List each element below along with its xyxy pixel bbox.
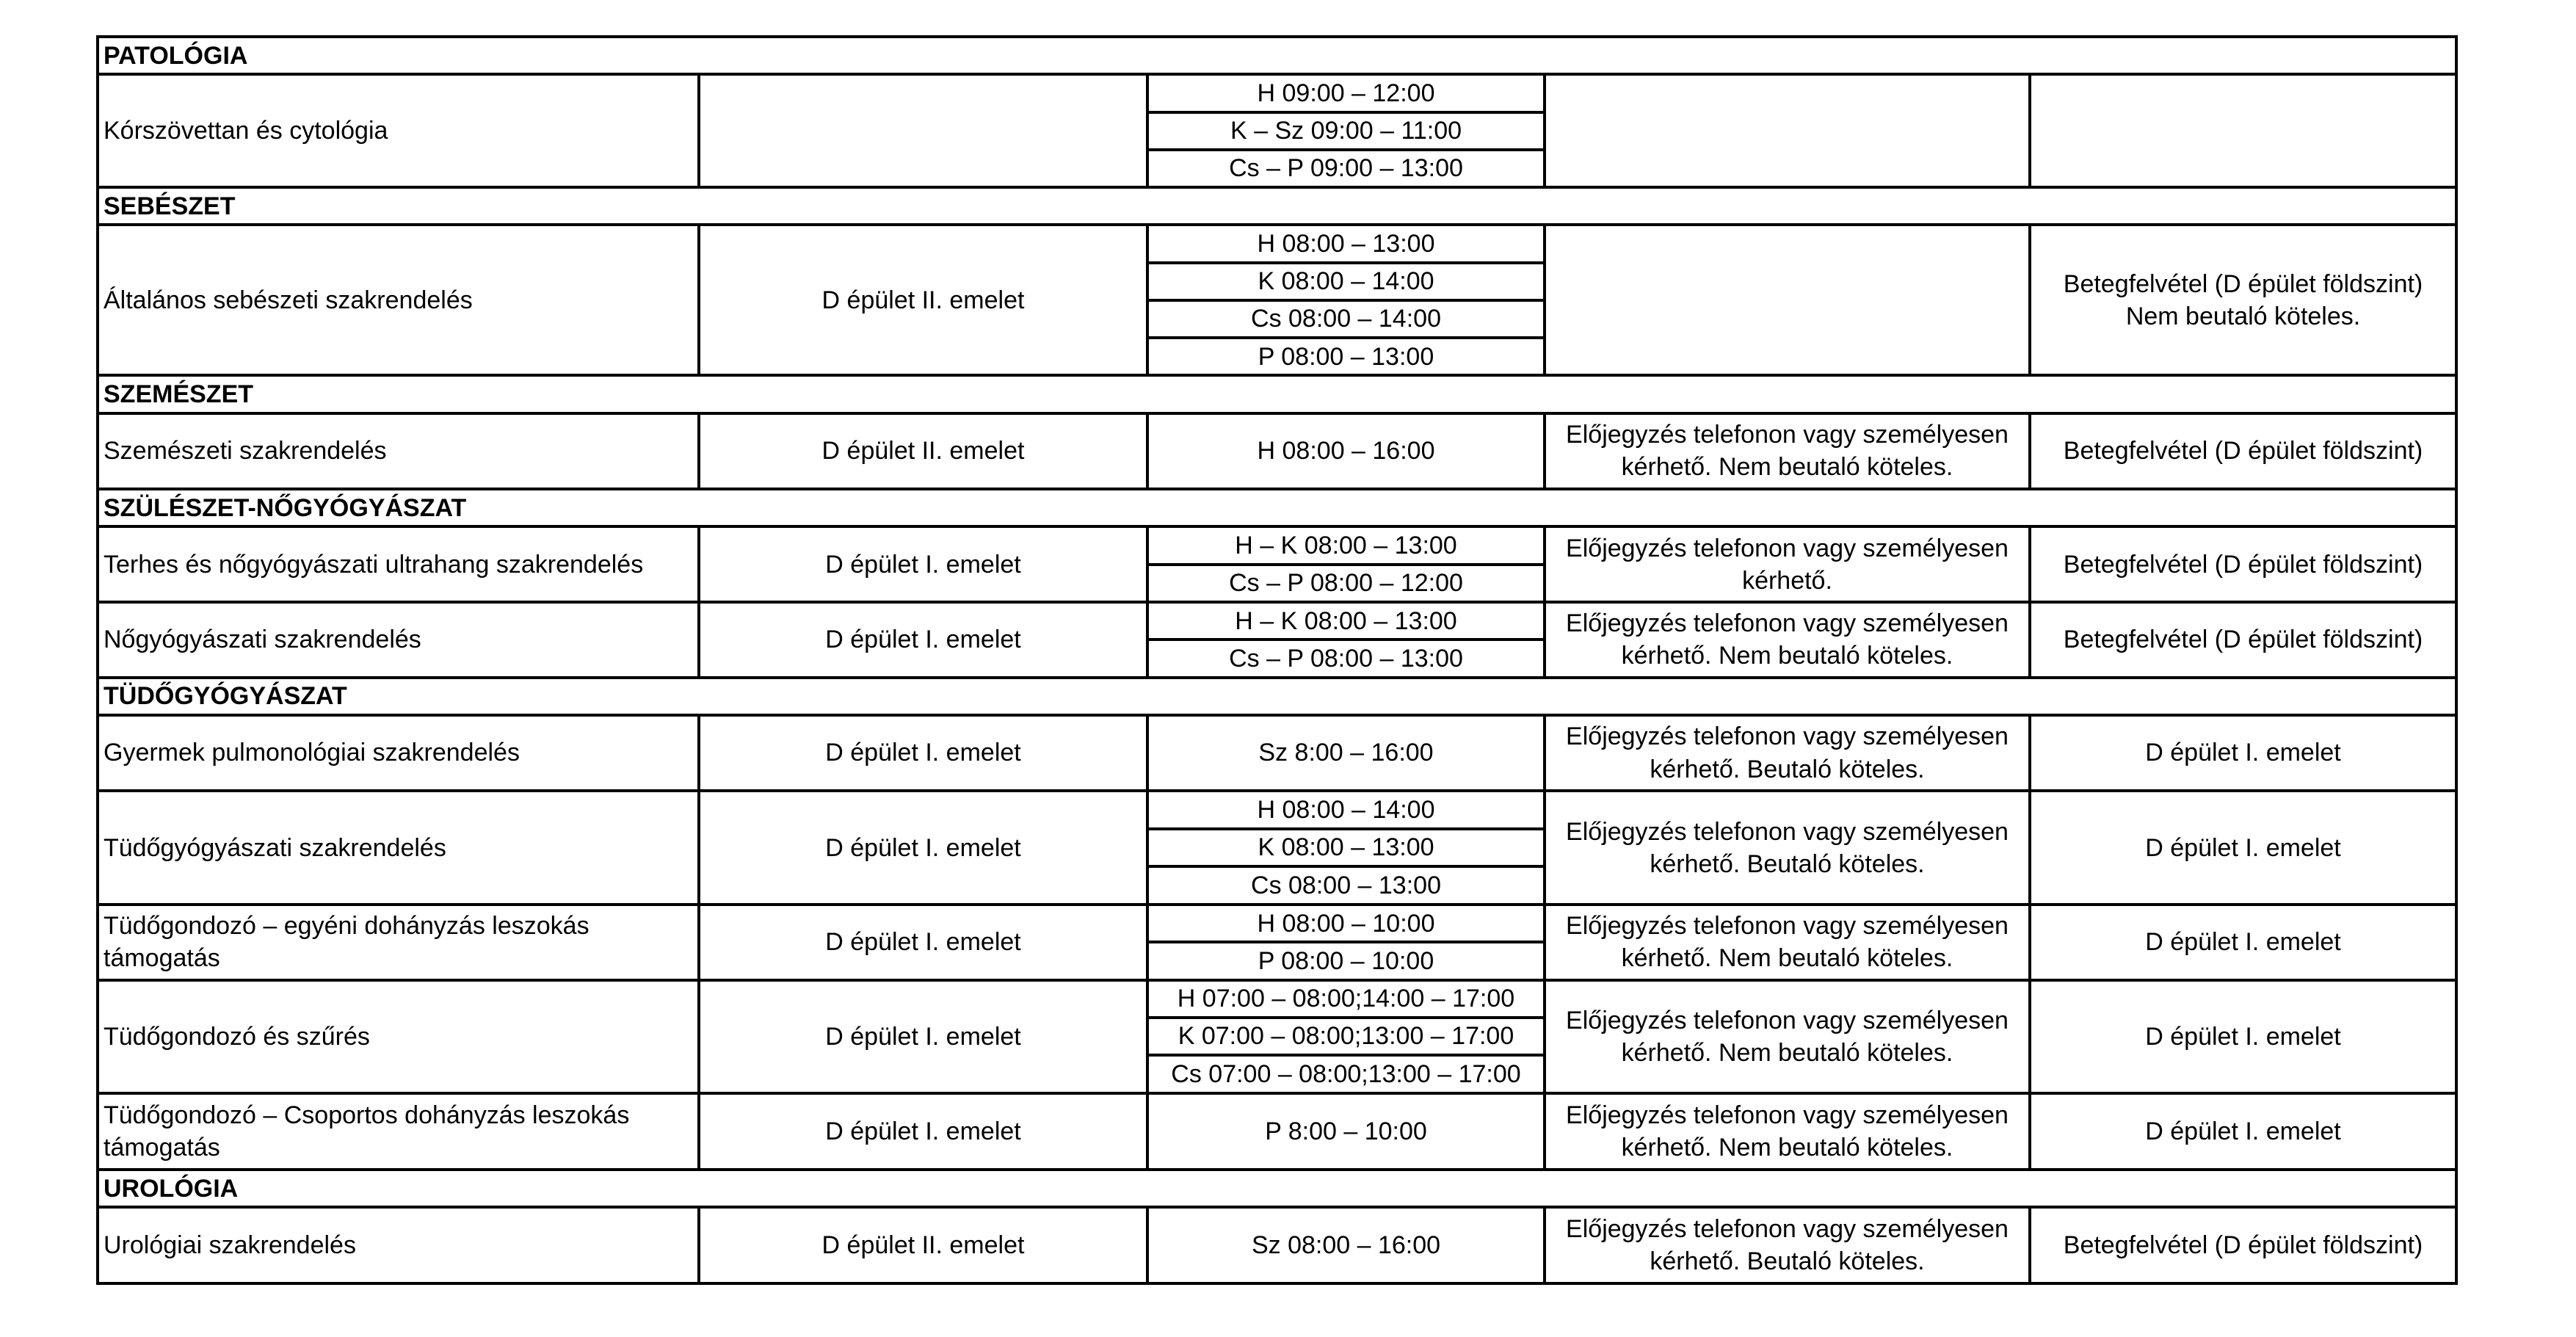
admission-info-cell: Betegfelvétel (D épület földszint) xyxy=(2030,1207,2456,1283)
table-row xyxy=(98,602,2456,639)
opening-hours-cell: H 08:00 – 14:00 xyxy=(1147,791,1545,828)
opening-hours-cell: H 09:00 – 12:00 xyxy=(1147,74,1545,112)
section-header-row xyxy=(98,489,2456,526)
opening-hours-cell: H 08:00 – 13:00 xyxy=(1147,225,1545,262)
schedule-body xyxy=(98,37,2456,1283)
opening-hours-cell: K 08:00 – 14:00 xyxy=(1147,263,1545,300)
location-cell: D épület I. emelet xyxy=(699,602,1147,678)
opening-hours-cell: Sz 08:00 – 16:00 xyxy=(1147,1207,1545,1283)
section-title: TÜDŐGYÓGYÁSZAT xyxy=(98,678,2456,715)
section-title: SZÜLÉSZET-NŐGYÓGYÁSZAT xyxy=(98,489,2456,526)
table-row xyxy=(98,1207,2456,1283)
appointment-info-cell xyxy=(1545,225,2030,375)
opening-hours-cell: Cs – P 08:00 – 12:00 xyxy=(1147,565,1545,602)
appointment-info-cell: Előjegyzés telefonon vagy személyesen kérhető. Nem beutaló köteles. xyxy=(1545,1093,2030,1170)
appointment-info-cell: Előjegyzés telefonon vagy személyesen kérhető. Nem beutaló köteles. xyxy=(1545,413,2030,490)
section-title: PATOLÓGIA xyxy=(98,37,2456,74)
service-name-cell: Általános sebészeti szakrendelés xyxy=(98,225,699,375)
service-name-cell: Terhes és nőgyógyászati ultrahang szakrendelés xyxy=(98,526,699,602)
admission-info-cell: D épület I. emelet xyxy=(2030,1093,2456,1170)
table-row xyxy=(98,225,2456,262)
admission-info-cell: Betegfelvétel (D épület földszint) Nem beutaló köteles. xyxy=(2030,225,2456,375)
service-name-cell: Nőgyógyászati szakrendelés xyxy=(98,602,699,678)
admission-info-cell: Betegfelvétel (D épület földszint) xyxy=(2030,526,2456,602)
location-cell xyxy=(699,74,1147,187)
appointment-info-cell: Előjegyzés telefonon vagy személyesen kérhető. Nem beutaló köteles. xyxy=(1545,905,2030,980)
table-row xyxy=(98,526,2456,564)
table-row xyxy=(98,74,2456,112)
table-row xyxy=(98,980,2456,1018)
opening-hours-cell: H 08:00 – 16:00 xyxy=(1147,413,1545,490)
location-cell: D épület I. emelet xyxy=(699,1093,1147,1170)
service-name-cell: Szemészeti szakrendelés xyxy=(98,413,699,490)
table-row xyxy=(98,1093,2456,1170)
opening-hours-cell: K – Sz 09:00 – 11:00 xyxy=(1147,112,1545,150)
schedule-sheet xyxy=(96,35,2455,1285)
service-name-cell: Tüdőgondozó és szűrés xyxy=(98,980,699,1094)
appointment-info-cell xyxy=(1545,74,2030,187)
opening-hours-cell: K 08:00 – 13:00 xyxy=(1147,829,1545,866)
section-title: UROLÓGIA xyxy=(98,1170,2456,1207)
admission-info-cell: Betegfelvétel (D épület földszint) xyxy=(2030,602,2456,678)
section-header-row xyxy=(98,678,2456,715)
table-row xyxy=(98,905,2456,942)
service-name-cell: Tüdőgyógyászati szakrendelés xyxy=(98,791,699,905)
admission-info-cell: D épület I. emelet xyxy=(2030,791,2456,905)
section-title: SZEMÉSZET xyxy=(98,375,2456,413)
service-name-cell: Urológiai szakrendelés xyxy=(98,1207,699,1283)
location-cell: D épület I. emelet xyxy=(699,715,1147,791)
section-header-row xyxy=(98,375,2456,413)
admission-info-cell: D épület I. emelet xyxy=(2030,715,2456,791)
location-cell: D épület II. emelet xyxy=(699,1207,1147,1283)
opening-hours-cell: Cs 08:00 – 14:00 xyxy=(1147,300,1545,338)
opening-hours-cell: Cs 08:00 – 13:00 xyxy=(1147,866,1545,905)
opening-hours-cell: P 8:00 – 10:00 xyxy=(1147,1093,1545,1170)
admission-info-cell xyxy=(2030,74,2456,187)
section-header-row xyxy=(98,37,2456,74)
location-cell: D épület I. emelet xyxy=(699,980,1147,1094)
opening-hours-cell: Cs 07:00 – 08:00;13:00 – 17:00 xyxy=(1147,1055,1545,1093)
opening-hours-cell: H – K 08:00 – 13:00 xyxy=(1147,526,1545,564)
admission-info-cell: D épület I. emelet xyxy=(2030,980,2456,1094)
service-name-cell: Tüdőgondozó – egyéni dohányzás leszokás támogatás xyxy=(98,905,699,980)
admission-info-cell: Betegfelvétel (D épület földszint) xyxy=(2030,413,2456,490)
service-name-cell: Kórszövettan és cytológia xyxy=(98,74,699,187)
section-header-row xyxy=(98,187,2456,225)
location-cell: D épület II. emelet xyxy=(699,225,1147,375)
opening-hours-cell: H – K 08:00 – 13:00 xyxy=(1147,602,1545,639)
appointment-info-cell: Előjegyzés telefonon vagy személyesen kérhető. Beutaló köteles. xyxy=(1545,715,2030,791)
table-row xyxy=(98,413,2456,490)
appointment-info-cell: Előjegyzés telefonon vagy személyesen kérhető. Beutaló köteles. xyxy=(1545,791,2030,905)
appointment-info-cell: Előjegyzés telefonon vagy személyesen kérhető. Nem beutaló köteles. xyxy=(1545,980,2030,1094)
service-name-cell: Tüdőgondozó – Csoportos dohányzás leszokás támogatás xyxy=(98,1093,699,1170)
location-cell: D épület I. emelet xyxy=(699,526,1147,602)
opening-hours-cell: H 07:00 – 08:00;14:00 – 17:00 xyxy=(1147,980,1545,1018)
location-cell: D épület I. emelet xyxy=(699,791,1147,905)
section-title: SEBÉSZET xyxy=(98,187,2456,225)
admission-info-cell: D épület I. emelet xyxy=(2030,905,2456,980)
table-row xyxy=(98,715,2456,791)
location-cell: D épület I. emelet xyxy=(699,905,1147,980)
appointment-info-cell: Előjegyzés telefonon vagy személyesen kérhető. xyxy=(1545,526,2030,602)
opening-hours-cell: H 08:00 – 10:00 xyxy=(1147,905,1545,942)
opening-hours-cell: Cs – P 09:00 – 13:00 xyxy=(1147,150,1545,187)
service-name-cell: Gyermek pulmonológiai szakrendelés xyxy=(98,715,699,791)
section-header-row xyxy=(98,1170,2456,1207)
opening-hours-cell: K 07:00 – 08:00;13:00 – 17:00 xyxy=(1147,1018,1545,1055)
clinic-schedule-table xyxy=(96,35,2458,1285)
opening-hours-cell: P 08:00 – 10:00 xyxy=(1147,942,1545,979)
opening-hours-cell: P 08:00 – 13:00 xyxy=(1147,338,1545,375)
appointment-info-cell: Előjegyzés telefonon vagy személyesen kérhető. Beutaló köteles. xyxy=(1545,1207,2030,1283)
appointment-info-cell: Előjegyzés telefonon vagy személyesen kérhető. Nem beutaló köteles. xyxy=(1545,602,2030,678)
opening-hours-cell: Sz 8:00 – 16:00 xyxy=(1147,715,1545,791)
opening-hours-cell: Cs – P 08:00 – 13:00 xyxy=(1147,639,1545,677)
location-cell: D épület II. emelet xyxy=(699,413,1147,490)
table-row xyxy=(98,791,2456,828)
